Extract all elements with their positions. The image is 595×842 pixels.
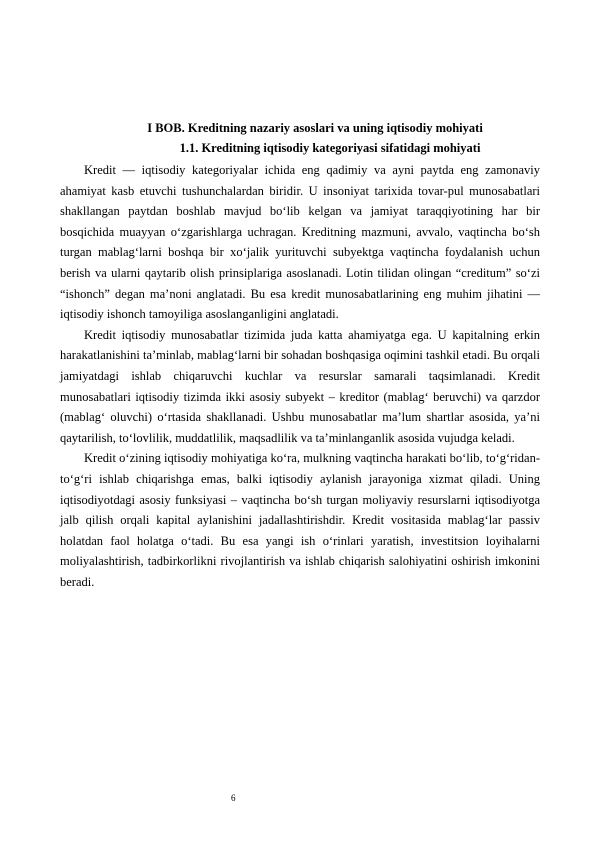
paragraph-3: Kredit o‘zining iqtisodiy mohiyatiga ko‘ra, mulkning vaqtincha harakati bo‘lib, to‘g‘ridan-to‘g‘ri ishlab chiqarishga emas, balki iqtisodiy aylanish jarayoniga xizmat qiladi. Uning iqtisodiyotdagi asosiy funksiyasi – vaqtincha bo‘sh turgan moliyaviy resurslarni iqtisodiyotga jalb qilish orqali kapital aylanishini jadallashtirishdir. Kredit vositasida mablag‘lar passiv holatdan faol holatga o‘tadi. Bu esa yangi ish o‘rinlari yaratish, investitsion loyihalarni moliyalashtirish, tadbirkorlikni rivojlantirish va ishlab chiqarish salohiyatini oshirish imkonini beradi. [60,451,540,589]
page-number: 6 [231,793,236,803]
paragraph-2: Kredit iqtisodiy munosabatlar tizimida juda katta ahamiyatga ega. U kapitalning erkin harakatlanishini ta’minlab, mablag‘larni bir sohadan boshqasiga oqimini tashkil etadi. Bu orqali jamiyatdagi ishlab chiqaruvchi kuchlar va resurslar samarali taqsimlanadi. Kredit munosabatlari iqtisodiy tizimda ikki asosiy subyekt – kreditor (mablag‘ beruvchi) va qarzdor (mablag‘ oluvchi) o‘rtasida shakllanadi. Ushbu munosabatlar ma’lum shartlar asosida, ya’ni qaytarilish, to‘lovlilik, muddatlilik, maqsadlilik va ta’minlanganlik asosida vujudga keladi. [60,327,540,445]
document-page [60,118,540,592]
section-title: 1.1. Kreditning iqtisodiy kategoriyasi sifatidagi mohiyati [179,141,481,155]
paragraph-1: Kredit — iqtisodiy kategoriyalar ichida eng qadimiy va ayni paytda eng zamonaviy ahamiyat kasb etuvchi tushunchalardan biridir. U insoniyat tarixida tovar-pul munosabatlari shakllangan paytdan boshlab mavjud bo‘lib kelgan va jamiyat taraqqiyotining har bir bosqichida muayyan o‘zgarishlarga uchragan. Kreditning mazmuni, avvalo, vaqtincha bo‘sh turgan mablag‘larni boshqa bir xo‘jalik yurituvchi subyektga vaqtincha foydalanish uchun berish va ularni qaytarib olish prinsiplariga asoslanadi. Lotin tilidan olingan “creditum” so‘zi “ishonch” degan ma’noni anglatadi. Bu esa kredit munosabatlarining eng muhim jihatini — iqtisodiy ishonch tamoyiliga asoslanganligini anglatadi. [60,163,540,322]
chapter-title: I BOB. Kreditning nazariy asoslari va uning iqtisodiy mohiyati [147,121,483,135]
